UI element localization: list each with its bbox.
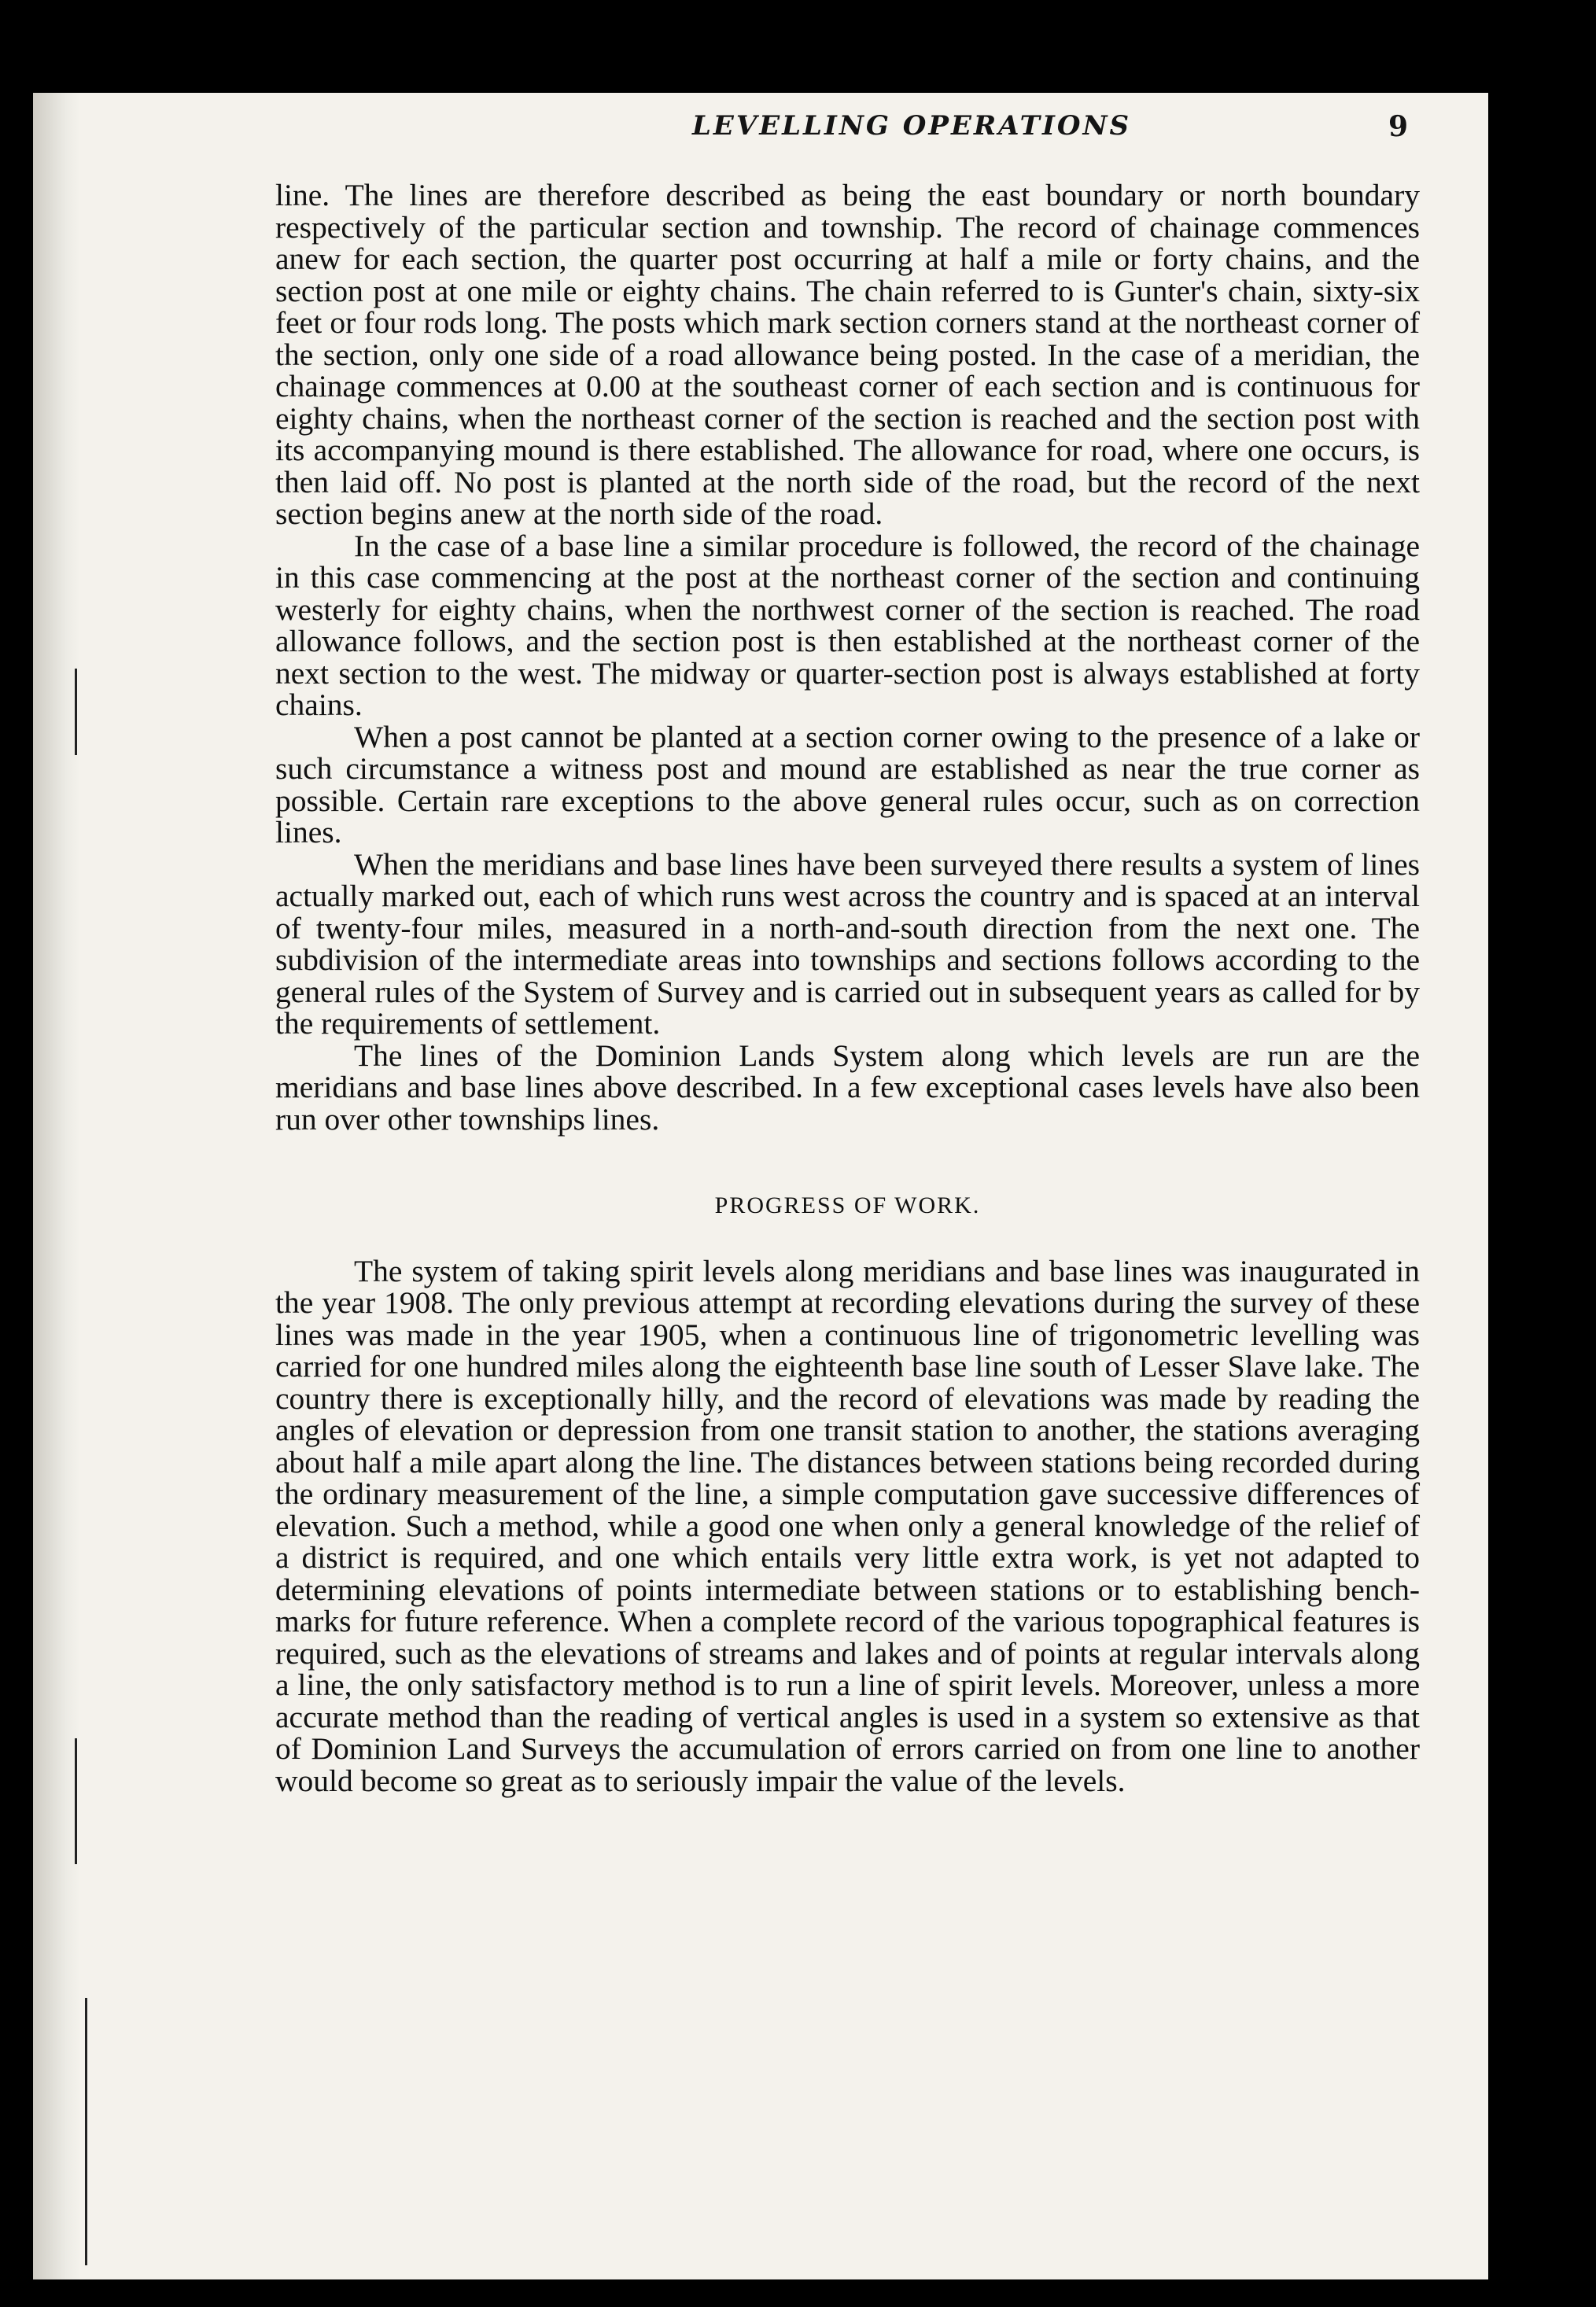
paragraph: In the case of a base line a similar procedure is followed, the record of the chainage in this case commencing at the post at the northeast corner of the section and continuing westerly for eighty chains, when the northwest corner of the section is reached. The road allowance follows, and the section post is then established at the northeast corner of the next section to the west. The midway or quarter-section post is always established at forty chains. <box>275 528 1420 722</box>
page-header <box>252 110 1432 157</box>
page-number: 9 <box>1388 110 1408 143</box>
scan-mark <box>75 669 77 755</box>
page-binding-edge <box>33 93 80 2279</box>
paragraph: When a post cannot be planted at a section corner owing to the presence of a lake or such circumstance a witness post and mound are established as near the true corner as possible. Certain rare exceptions to the above general rules occur, such as on correction lines. <box>275 719 1420 849</box>
paragraph: When the meridians and base lines have been surveyed there results a system of lines actually marked out, each of which runs west across the country and is spaced at an interval of twenty-four miles, measured in a north-and-south direction from the next one. The subdivision of the intermediate areas into townships and sections follows according to the general rules of the System of Survey and is carried out in subsequent years as called for by the requirements of settlement. <box>275 846 1420 1041</box>
paragraph: line. The lines are therefore described as being the east boundary or north boundary respectively of the particular section and township. The record of chainage commences anew for each section, the quarter post occurring at half a mile or forty chains, and the section post at one mile or eighty chains. The chain referred to is Gunter's chain, sixty-six feet or four rods long. The posts which mark section corners stand at the northeast corner of the section, only one side of a road allowance being posted. In the case of a meridian, the chainage commences at 0.00 at the southeast corner of each section and is continuous for eighty chains, when the northeast corner of the section is reached and the section post with its accompanying mound is there established. The allowance for road, where one occurs, is then laid off. No post is planted at the north side of the road, but the record of the next section begins anew at the north side of the road. <box>275 178 1420 531</box>
paragraph: The system of taking spirit levels along meridians and base lines was inaugurated in the year 1908. The only previous attempt at recording elevations during the survey of these lines was made in the year 1905, when a continuous line of trigonometric levelling was carried for one hundred miles along the eighteenth base line south of Lesser Slave lake. The country there is exceptionally hilly, and the record of elevations was made by reading the angles of elevation or depression from one transit station to another, the stations averaging about half a mile apart along the line. The distances between stations being recorded during the ordinary measurement of the line, a simple computation gave successive differences of elevation. Such a method, while a good one when only a general knowledge of the relief of a district is required, and one which entails very little extra work, is yet not adapted to determining elevations of points intermediate between stations or to establishing bench-marks for future reference. When a complete record of the various topographical features is required, such as the elevations of streams and lakes and of points at regular intervals along a line, the only satisfactory method is to run a line of spirit levels. Moreover, unless a more accurate method than the reading of vertical angles is used in a system so extensive as that of Dominion Land Surveys the accumulation of errors carried on from one line to another would become so great as to seriously impair the value of the levels. <box>275 1253 1420 1798</box>
running-head: LEVELLING OPERATIONS <box>692 110 1132 142</box>
section-heading: PROGRESS OF WORK. <box>714 1192 981 1218</box>
page-body <box>275 179 1420 1797</box>
scan-mark <box>75 1738 77 1864</box>
paragraph: The lines of the Dominion Lands System along which levels are run are the meridians and base lines above described. In a few exceptional cases levels have also been run over other townships lines. <box>275 1037 1420 1137</box>
scan-mark <box>85 1998 87 2265</box>
